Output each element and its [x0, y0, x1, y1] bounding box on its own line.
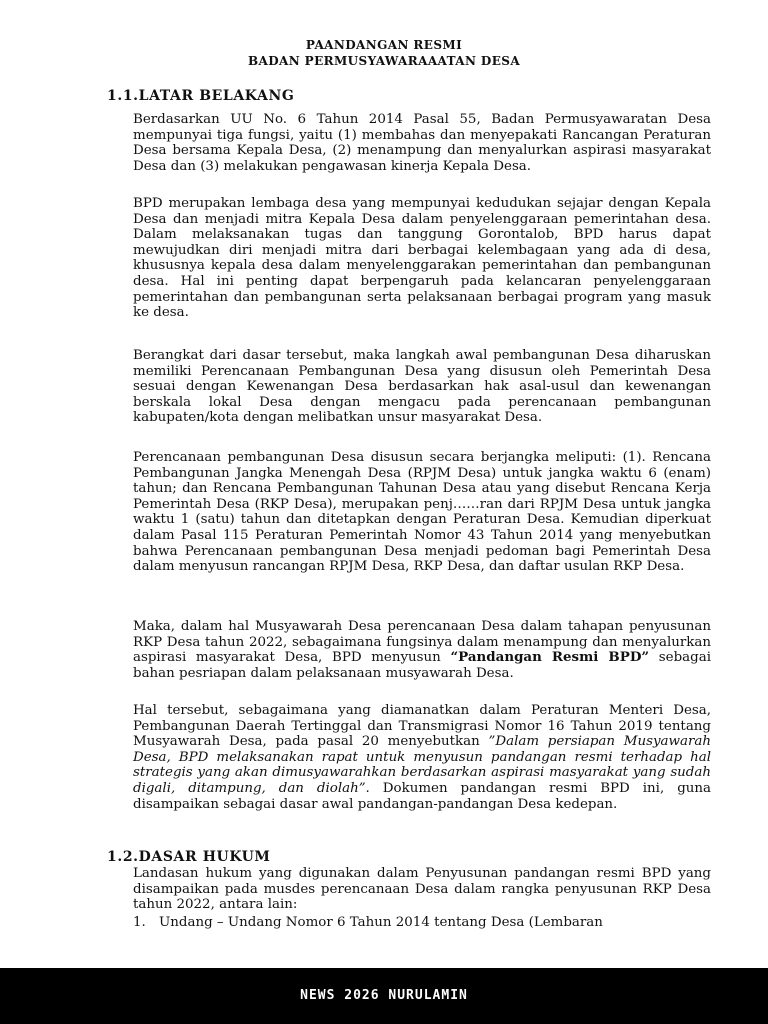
- paragraph-6-quote: ”Dalam persiapan Musyawarah Desa, BPD melaksanakan rapat untuk menyusun pandangan resmi terhadap hal strategis yang akan dimusyawarahkan berdasarkan aspirasi masyarakat yang sudah digali, ditampung, dan diolah”.: [133, 734, 711, 796]
- section-heading-latar-belakang: 1.1.LATAR BELAKANG: [107, 88, 295, 104]
- paragraph-6-text-end: Dokumen pandangan resmi BPD ini, guna disampaikan sebagai dasar awal pandangan-pandangan Desa kedepan.: [133, 780, 711, 812]
- paragraph-5-bold-term: “Pandangan Resmi BPD”: [450, 649, 650, 666]
- paragraph-5-text-end: sebagai bahan pesriapan dalam pelaksanaan musyawarah Desa.: [133, 650, 711, 681]
- list-item-number: 1.: [133, 915, 146, 930]
- paragraph-dasar-hukum: Landasan hukum yang digunakan dalam Penyusunan pandangan resmi BPD yang disampaikan pada musdes perencanaan Desa dalam rangka penyusunan RKP Desa tahun 2022, antara lain:: [133, 866, 711, 913]
- section-heading-dasar-hukum: 1.2.DASAR HUKUM: [107, 849, 271, 865]
- paragraph-5: [133, 619, 711, 681]
- paragraph-6-text-start: Hal tersebut, sebagaimana yang diamanatkan dalam Peraturan Menteri Desa, Pembangunan Daerah Tertinggal dan Transmigrasi Nomor 16 Tahun 2019 tentang Musyawarah Desa, pada pasal 20 menyebutkan: [133, 703, 711, 750]
- footer-text: NEWS 2026 NURULAMIN: [300, 988, 468, 1003]
- document-subtitle: BADAN PERMUSYAWARAAATAN DESA: [247, 54, 521, 68]
- paragraph-2: BPD merupakan lembaga desa yang mempunyai kedudukan sejajar dengan Kepala Desa dan menjadi mitra Kepala Desa dalam penyelenggaraan pemerintahan desa. Dalam melaksanakan tugas dan tanggung Gorontalob, BPD harus dapat mewujudkan diri menjadi mitra dari berbagai kelembagaan yang ada di desa, khususnya kepala desa dalam menyelenggarakan pemerintahan dan pembangunan desa. Hal ini penting dapat berpengaruh pada kelancaran penyelenggaraan pemerintahan dan pembangunan serta pelaksanaan berbagai program yang masuk ke desa.: [133, 196, 711, 321]
- paragraph-3: Berangkat dari dasar tersebut, maka langkah awal pembangunan Desa diharuskan memiliki Perencanaan Pembangunan Desa yang disusun oleh Pemerintah Desa sesuai dengan Kewenangan Desa berdasarkan hak asal-usul dan kewenangan berskala lokal Desa dengan mengacu pada perencanaan pembangunan kabupaten/kota dengan melibatkan unsur masyarakat Desa.: [133, 348, 711, 426]
- paragraph-5-text-start: Maka, dalam hal Musyawarah Desa perencanaan Desa dalam tahapan penyusunan RKP Desa tahun 2022, sebagaimana fungsinya dalam menampung dan menyalurkan aspirasi masyarakat Desa, BPD menyusun: [133, 619, 711, 666]
- list-item-text: Undang – Undang Nomor 6 Tahun 2014 tentang Desa (Lembaran: [159, 915, 603, 930]
- paragraph-6: [133, 703, 711, 812]
- list-item: [133, 915, 711, 931]
- document-title: PAANDANGAN RESMI: [305, 38, 463, 52]
- legal-basis-list: [133, 915, 711, 931]
- paragraph-1: Berdasarkan UU No. 6 Tahun 2014 Pasal 55, Badan Permusyawaratan Desa mempunyai tiga fungsi, yaitu (1) membahas dan menyepakati Rancangan Peraturan Desa bersama Kepala Desa, (2) menampung dan menyalurkan aspirasi masyarakat Desa dan (3) melakukan pengawasan kinerja Kepala Desa.: [133, 112, 711, 174]
- footer-banner: [0, 968, 768, 1024]
- paragraph-4: Perencanaan pembangunan Desa disusun secara berjangka meliputi: (1). Rencana Pembangunan Jangka Menengah Desa (RPJM Desa) untuk jangka waktu 6 (enam) tahun; dan Rencana Pembangunan Tahunan Desa atau yang disebut Rencana Kerja Pemerintah Desa (RKP Desa), merupakan penj……ran dari RPJM Desa untuk jangka waktu 1 (satu) tahun dan ditetapkan dengan Peraturan Desa. Kemudian diperkuat dalam Pasal 115 Peraturan Pemerintah Nomor 43 Tahun 2014 yang menyebutkan bahwa Perencanaan pembangunan Desa menjadi pedoman bagi Pemerintah Desa dalam menyusun rancangan RPJM Desa, RKP Desa, dan daftar usulan RKP Desa.: [133, 450, 711, 575]
